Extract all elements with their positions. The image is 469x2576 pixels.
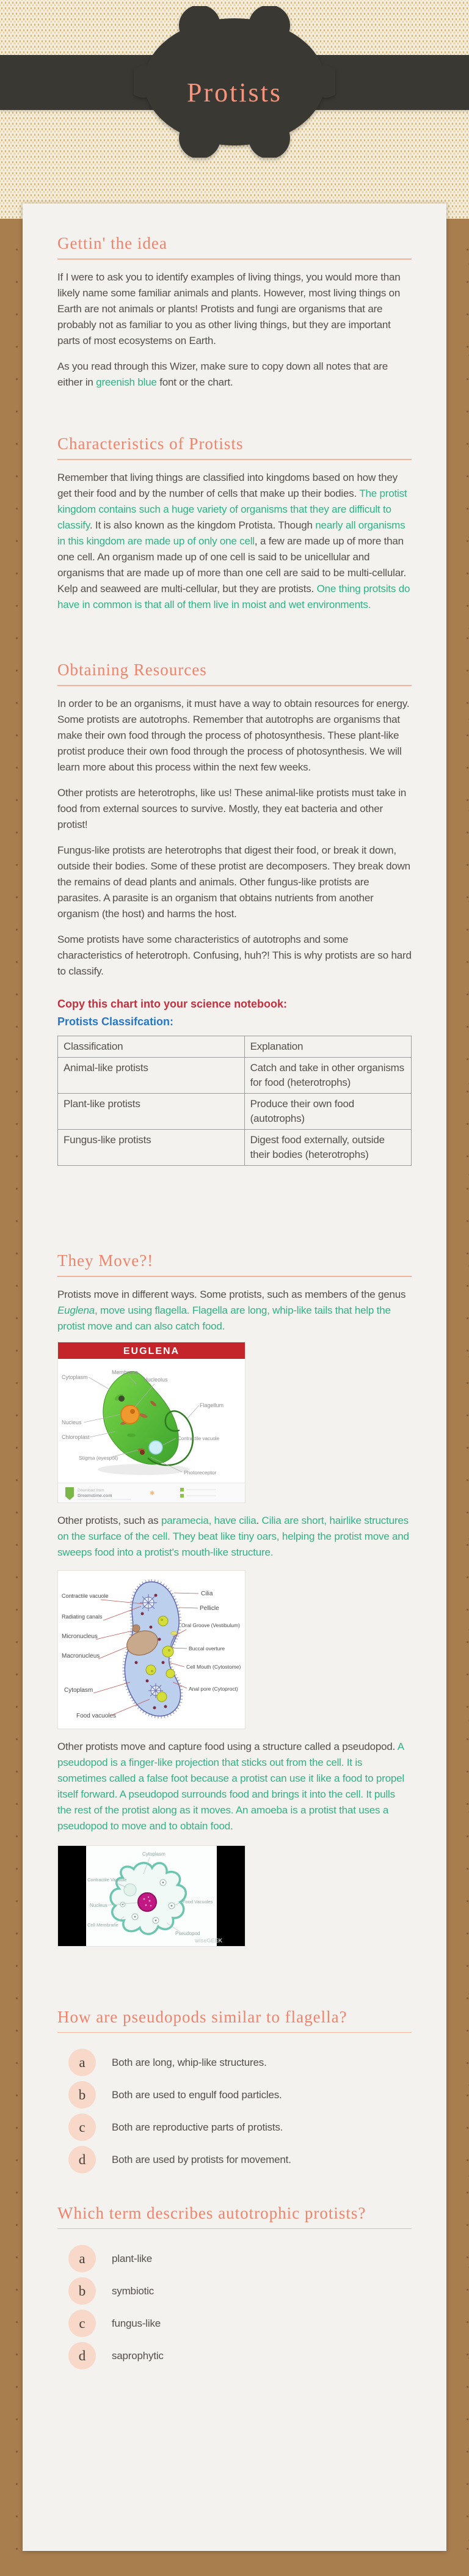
- table-cell: Fungus-like protists: [58, 1130, 245, 1166]
- table-header-cell: Classification: [58, 1036, 245, 1058]
- amoeba-label-contractile-vacuole: Contractile Vacuole: [87, 1877, 127, 1883]
- option-letter-badge[interactable]: [68, 2277, 96, 2305]
- option-letter: b: [78, 2283, 86, 2299]
- paramecium-label-oral-groove: Oral Groove (Vestibulum): [181, 1622, 240, 1628]
- amoeba-label-nucleus: Nucleus: [90, 1903, 107, 1908]
- header-banner: [0, 0, 469, 219]
- paramecium-label-macronucleus: Macronucleus: [62, 1653, 100, 1659]
- heading-rule: [57, 2228, 412, 2229]
- table-header-row: [58, 1036, 412, 1058]
- heading-rule: [57, 1276, 412, 1277]
- paragraph: Other protists are heterotrophs, like us! These animal-like protists must take in food from external sources to survive. Mostly, they eat bacteria and other protist!: [57, 787, 407, 830]
- answer-option-c[interactable]: [68, 2310, 412, 2337]
- paramecium-label-food-vacuoles: Food vacuoles: [76, 1713, 117, 1719]
- table-cell: Digest food externally, outside their bodies (heterotrophs): [244, 1130, 411, 1166]
- worksheet-card: [23, 203, 446, 2551]
- option-text: Both are used to engulf food particles.: [112, 2088, 282, 2101]
- heading-rule: [57, 459, 412, 460]
- table-title: Protists Classifcation:: [57, 1015, 174, 1028]
- amoeba-label-cytoplasm: Cytoplasm: [142, 1851, 165, 1857]
- table-cell: Plant-like protists: [58, 1094, 245, 1130]
- option-letter: b: [78, 2087, 86, 2102]
- watermark-asterisk-icon: ✱: [150, 1490, 155, 1497]
- heading-rule: [57, 2032, 412, 2033]
- question-heading: How are pseudopods similar to flagella?: [57, 2008, 347, 2026]
- paragraph: Some protists have some characteristics of autotrophs and some characteristics of heterotroph. Confusing, huh?! This is why protists are so hard to classify.: [57, 934, 412, 977]
- paramecium-diagram: [57, 1570, 245, 1729]
- euglena-label-cytoplasm: Cytoplasm: [62, 1374, 88, 1380]
- paramecium-label-contractile-vacuole: Contractile vacuole: [62, 1593, 109, 1599]
- options-list: [57, 2049, 412, 2173]
- option-text: saprophytic: [112, 2349, 164, 2362]
- amoeba-label-pseudopod: Pseudopod: [175, 1931, 200, 1936]
- paramecium-label-cytoplasm: Cytoplasm: [64, 1687, 93, 1694]
- option-text: Both are used by protists for movement.: [112, 2153, 291, 2165]
- answer-option-d[interactable]: [68, 2342, 412, 2369]
- option-text: Both are reproductive parts of protists.: [112, 2121, 283, 2133]
- option-text: symbiotic: [112, 2285, 155, 2297]
- option-letter-badge[interactable]: [68, 2081, 96, 2109]
- paramecium-label-cell-mouth: Cell Mouth (Cytostome): [186, 1664, 241, 1670]
- answer-option-a[interactable]: [68, 2245, 412, 2272]
- answer-option-b[interactable]: [68, 2081, 412, 2109]
- paragraph: As you read through this Wizer, make sure to copy down all notes that are either in greenish blue font or the chart.: [57, 360, 388, 388]
- answer-option-c[interactable]: [68, 2113, 412, 2141]
- euglena-label-nucleolus: Nucleolus: [144, 1377, 168, 1383]
- option-letter-badge[interactable]: [68, 2146, 96, 2173]
- answer-option-d[interactable]: [68, 2146, 412, 2173]
- question-autotrophic-term: [57, 2204, 412, 2369]
- answer-option-b[interactable]: [68, 2277, 412, 2305]
- paramecium-label-pellicle: Pellicle: [200, 1605, 219, 1612]
- paramecium-label-anal-pore: Anal pore (Cytoproct): [189, 1686, 238, 1692]
- answer-option-a[interactable]: [68, 2049, 412, 2076]
- section-heading: Gettin' the idea: [57, 234, 167, 252]
- paragraph: Remember that living things are classified into kingdoms based on how they get their food and by the number of cells that make up their bodies. The protist kingdom contains such a huge variety of organisms that they are difficult to classify. It is also known as the kingdom Protista. Though nearly all organisms in this kingdom are made up of only one cell, a few are made up of more than one cell. An organism made up of one cell is said to be unicellular and organisms that are made up of more than one cell are said to be multi-cellular. Kelp and seaweed are multi-cellular, but they are protists. One thing protsits do have in common is that all of them live in moist and wet environments.: [57, 472, 410, 610]
- paramecium-label-radiating-canals: Radiating canals: [62, 1614, 103, 1620]
- option-text: plant-like: [112, 2252, 153, 2264]
- paragraph: In order to be an organisms, it must have a way to obtain resources for energy. Some protists are autotrophs. Remember that autotrophs are organisms that make their own food through the process of photosynthesis. These plant-like protist produce their own food through the process of photosynthesis. We will learn more about this process within the next few weeks.: [57, 698, 410, 773]
- option-text: Both are long, whip-like structures.: [112, 2056, 267, 2068]
- option-letter-badge[interactable]: [68, 2113, 96, 2141]
- euglena-watermark-line1: Download from: [78, 1488, 104, 1493]
- wisegeek-watermark: wiseGEEK: [195, 1937, 223, 1944]
- paragraph: If I were to ask you to identify examples of living things, you would more than likely name some familiar animals and plants. However, most living things on Earth are not animals or plants! Protists and fungi are organisms that are probably not as familiar to you as other living things, but they are important parts of most ecosystems on Earth.: [57, 271, 401, 346]
- page-title: Protists: [186, 78, 283, 108]
- table-cell: Animal-like protists: [58, 1058, 245, 1094]
- option-letter: c: [79, 2119, 85, 2135]
- option-letter: d: [78, 2151, 86, 2167]
- table-cell: Catch and take in other organisms for food (heterotrophs): [244, 1058, 411, 1094]
- section-characteristics: [57, 434, 412, 613]
- option-letter-badge[interactable]: [68, 2245, 96, 2272]
- option-letter: a: [79, 2054, 85, 2070]
- euglena-label-photoreceptor: Photoreceptor: [184, 1469, 217, 1476]
- question-pseudopods-flagella: [57, 2008, 412, 2173]
- paragraph: Fungus-like protists are heterotrophs that digest their food, or break it down, outside their bodies. Some of these protist are decomposers. They break down the remains of dead plants and animals. Other fungus-like protists are parasites. A parasite is an organism that obtains nutrients from another organism (the host) and harms the host.: [57, 844, 410, 920]
- option-letter: d: [78, 2347, 86, 2363]
- option-letter-badge[interactable]: [68, 2310, 96, 2337]
- paramecium-label-cilia: Cilia: [201, 1590, 213, 1597]
- heading-rule: [57, 258, 412, 260]
- table-row: [58, 1094, 412, 1130]
- euglena-label-flagellum: Flagellum: [200, 1402, 224, 1408]
- section-gettin-the-idea: [57, 234, 412, 390]
- paragraph: Other protists, such as paramecia, have cilia. Cilia are short, hairlike structures on the surface of the cell. They beat like tiny oars, helping the protist move and sweeps food into a protist's mouth-like structure.: [57, 1515, 409, 1558]
- amoeba-label-food-vacuoles: Food Vacuoles: [183, 1899, 213, 1905]
- euglena-diagram: [57, 1342, 245, 1503]
- section-heading: Characteristics of Protists: [57, 434, 244, 453]
- table-header-cell: Explanation: [244, 1036, 411, 1058]
- options-list: [57, 2245, 412, 2369]
- euglena-label-membrane: Membrane: [112, 1369, 139, 1375]
- section-heading: Obtaining Resources: [57, 660, 207, 679]
- euglena-label-contractile-vacuole: Contractile vacuole: [178, 1436, 220, 1441]
- copy-chart-note: Copy this chart into your science notebook:: [57, 998, 288, 1010]
- option-letter-badge[interactable]: [68, 2049, 96, 2076]
- question-heading: Which term describes autotrophic protists?: [57, 2204, 366, 2222]
- amoeba-label-cell-membrane: Cell Membrane: [87, 1922, 118, 1928]
- table-row: [58, 1058, 412, 1094]
- paramecium-label-buccal-overture: Buccal overture: [189, 1645, 225, 1652]
- section-obtaining-resources: [57, 660, 412, 1166]
- euglena-label-chloroplast: Chloroplast: [62, 1434, 90, 1440]
- section-heading: They Move?!: [57, 1251, 154, 1270]
- paragraph: Other protists move and capture food using a structure called a pseudopod. A pseudopod is a finger-like projection that sticks out from the cell. It is sometimes called a false foot because a protist can use it like a food to propel itself forward. A pseudopod surrounds food and brings it into the cell. It pulls the rest of the protist along as it moves. An amoeba is a protist that uses a pseudopod to move and to obtain food.: [57, 1741, 404, 1832]
- euglena-label-stigma: Stigma (eyespot): [79, 1455, 118, 1461]
- amoeba-diagram: [57, 1845, 245, 1947]
- euglena-watermark-line2: Dreamstime.com: [78, 1494, 112, 1498]
- euglena-title: EUGLENA: [123, 1346, 180, 1356]
- paramecium-label-micronucleus: Micronucleus: [62, 1633, 98, 1640]
- classification-table: [57, 1036, 412, 1166]
- table-row: [58, 1130, 412, 1166]
- heading-rule: [57, 685, 412, 686]
- option-text: fungus-like: [112, 2317, 161, 2329]
- euglena-label-nucleus: Nucleus: [62, 1419, 82, 1425]
- option-letter: c: [79, 2315, 85, 2331]
- paragraph: Protists move in different ways. Some protists, such as members of the genus Euglena, move using flagella. Flagella are long, whip-like tails that help the protist move and can also catch food.: [57, 1289, 406, 1332]
- section-they-move: [57, 1251, 412, 1947]
- option-letter: a: [79, 2250, 85, 2266]
- option-letter-badge[interactable]: [68, 2342, 96, 2369]
- table-cell: Produce their own food (autotrophs): [244, 1094, 411, 1130]
